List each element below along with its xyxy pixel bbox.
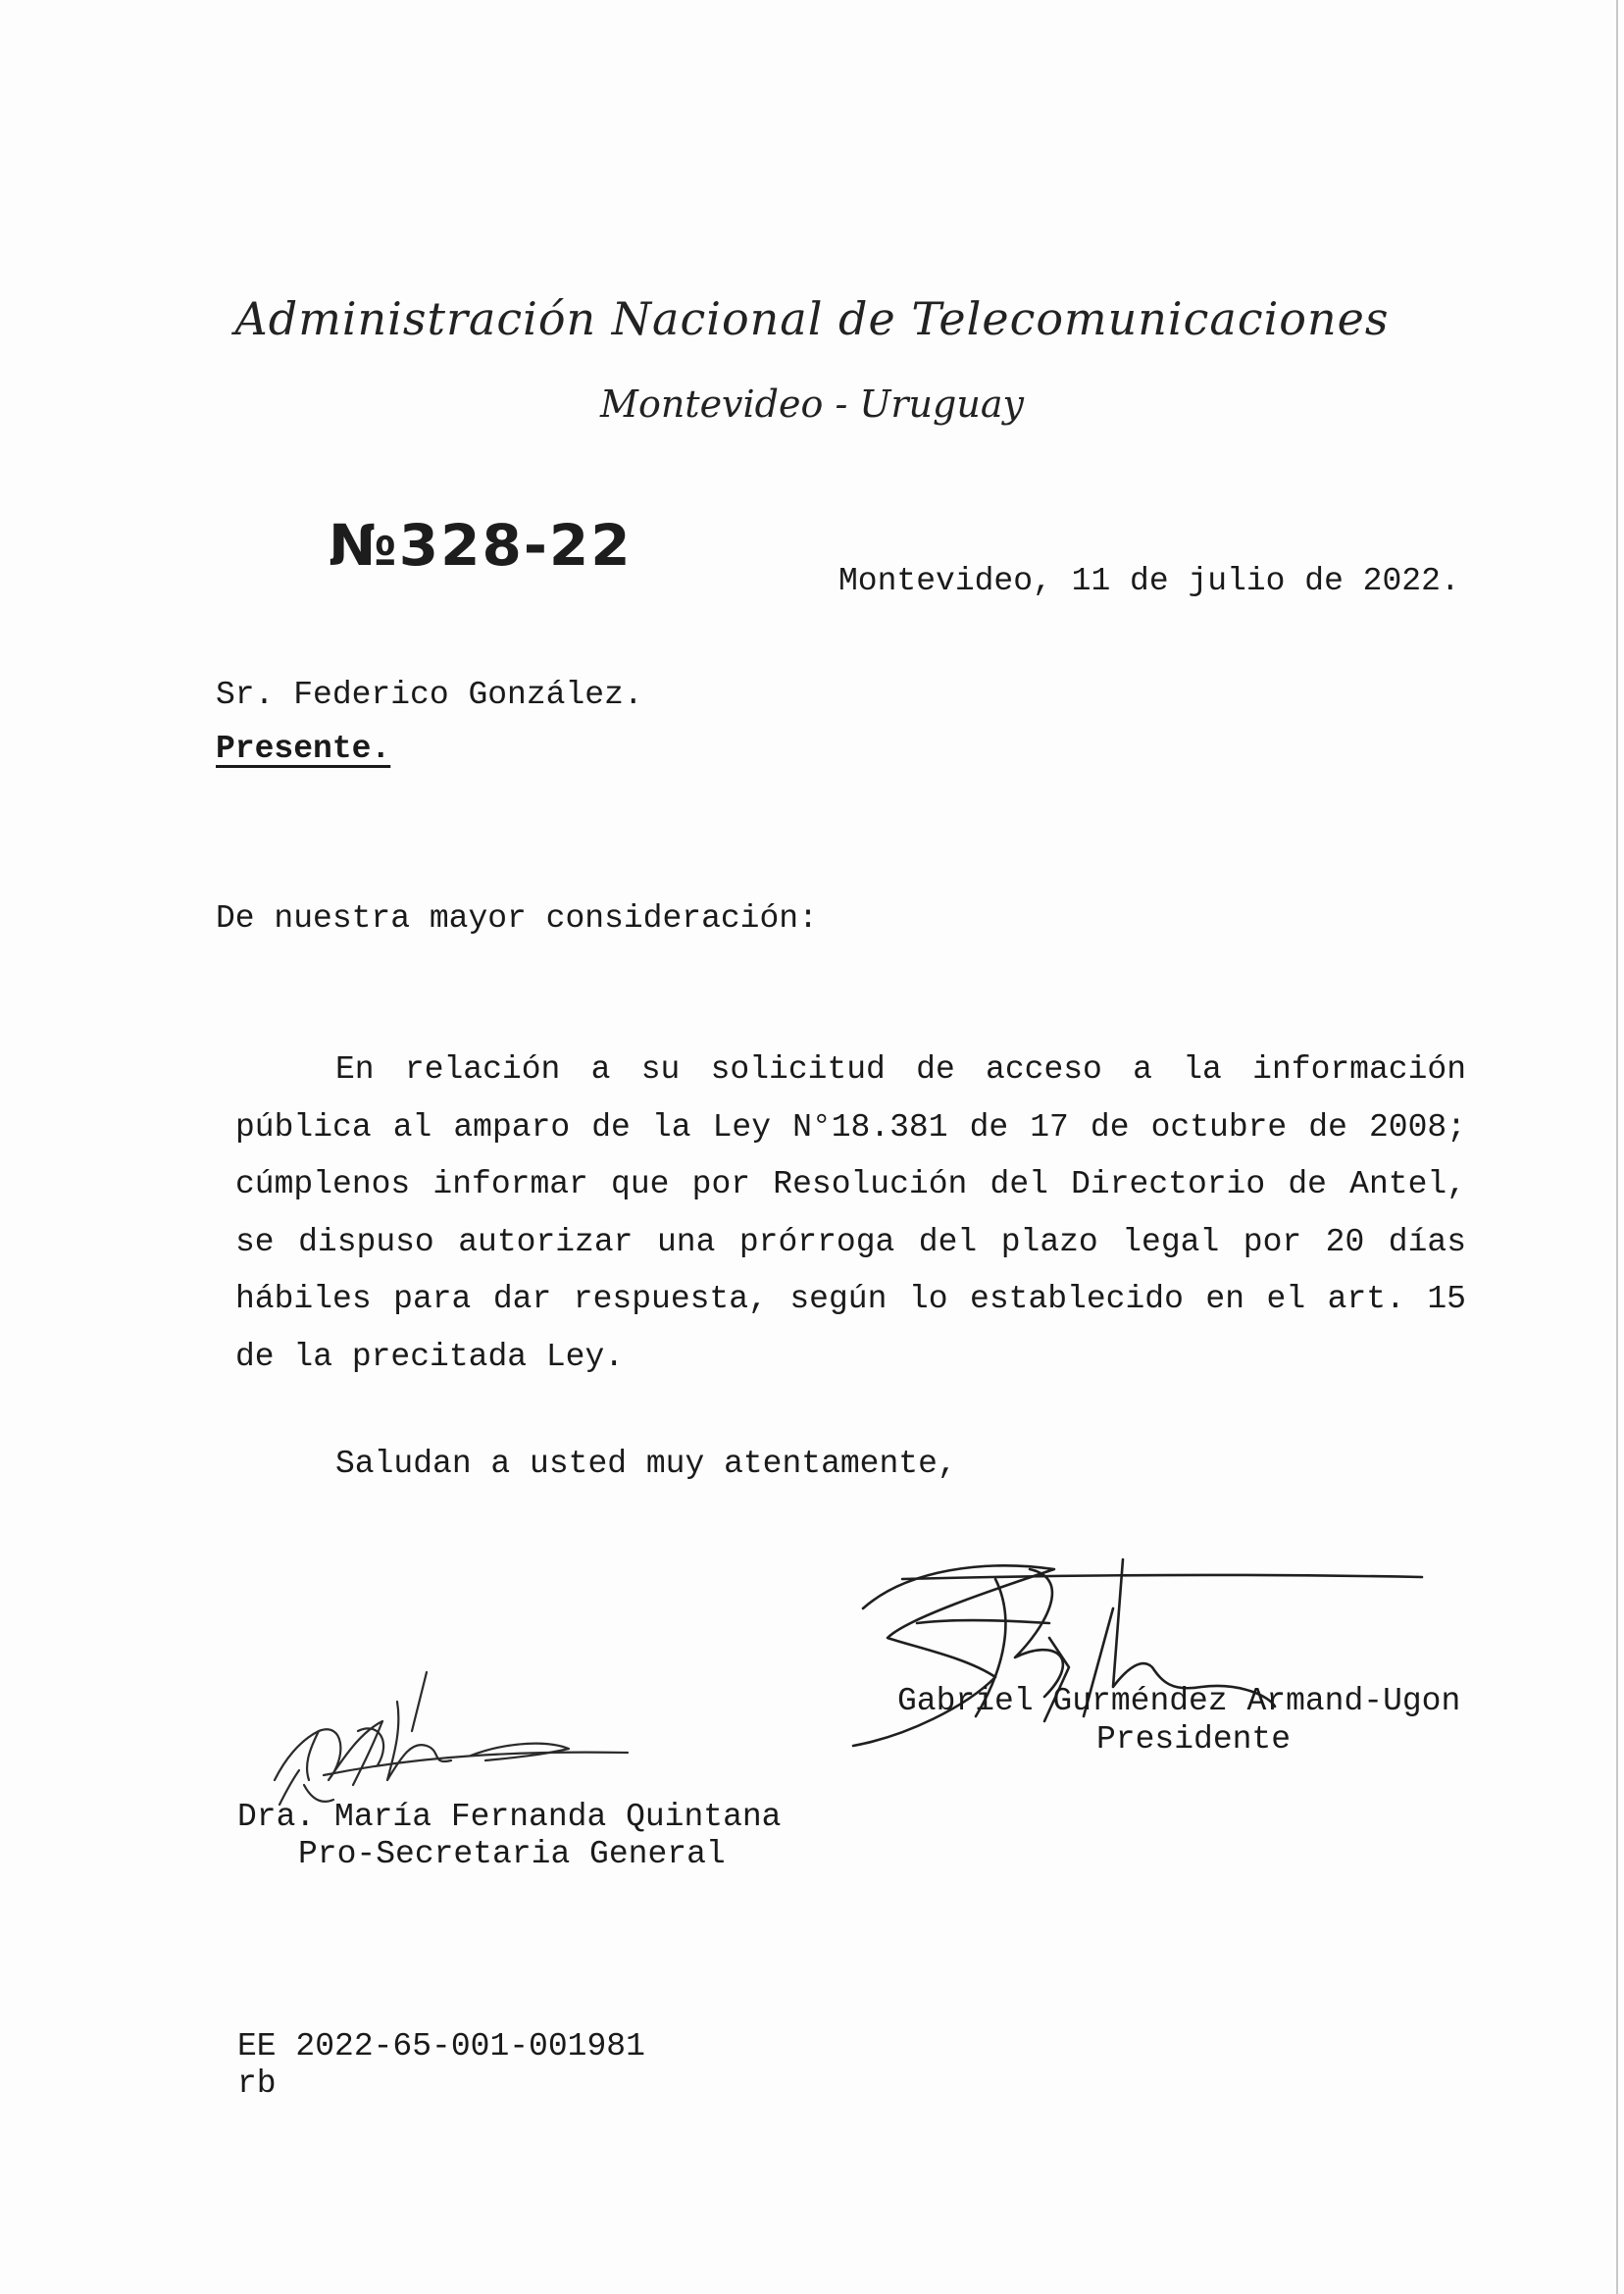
body-paragraph: En relación a su solicitud de acceso a la información pública al amparo de la Ley N°18.381 de 17 de octubre de 2008; cúmplenos informar que por Resolución del Directorio de Antel, se dispuso autorizar una prórroga del plazo legal por 20 días hábiles para dar respuesta, según lo establecido en el art. 15 de la precitada Ley. — [235, 1051, 1466, 1375]
pro-secretary-name: Dra. María Fernanda Quintana — [237, 1799, 782, 1835]
pro-secretary-signature — [265, 1662, 637, 1810]
document-number-stamp: №328-22 — [329, 512, 633, 579]
closing-line: Saludan a usted muy atentamente, — [335, 1446, 957, 1482]
president-role: Presidente — [1096, 1721, 1292, 1758]
president-name: Gabriel Gurméndez Armand-Ugon — [897, 1683, 1461, 1719]
typist-initials: rb — [237, 2065, 277, 2102]
file-reference: EE 2022-65-001-001981 — [237, 2028, 645, 2065]
letterhead-title: Administración Nacional de Telecomunicaciones — [234, 292, 1390, 345]
presente-label: Presente. — [216, 731, 391, 767]
letterhead-subtitle: Montevideo - Uruguay — [600, 382, 1024, 426]
date-line: Montevideo, 11 de julio de 2022. — [838, 563, 1460, 599]
pro-secretary-role: Pro-Secretaria General — [298, 1836, 726, 1872]
salutation: De nuestra mayor consideración: — [216, 900, 818, 937]
recipient-name: Sr. Federico González. — [216, 677, 643, 713]
